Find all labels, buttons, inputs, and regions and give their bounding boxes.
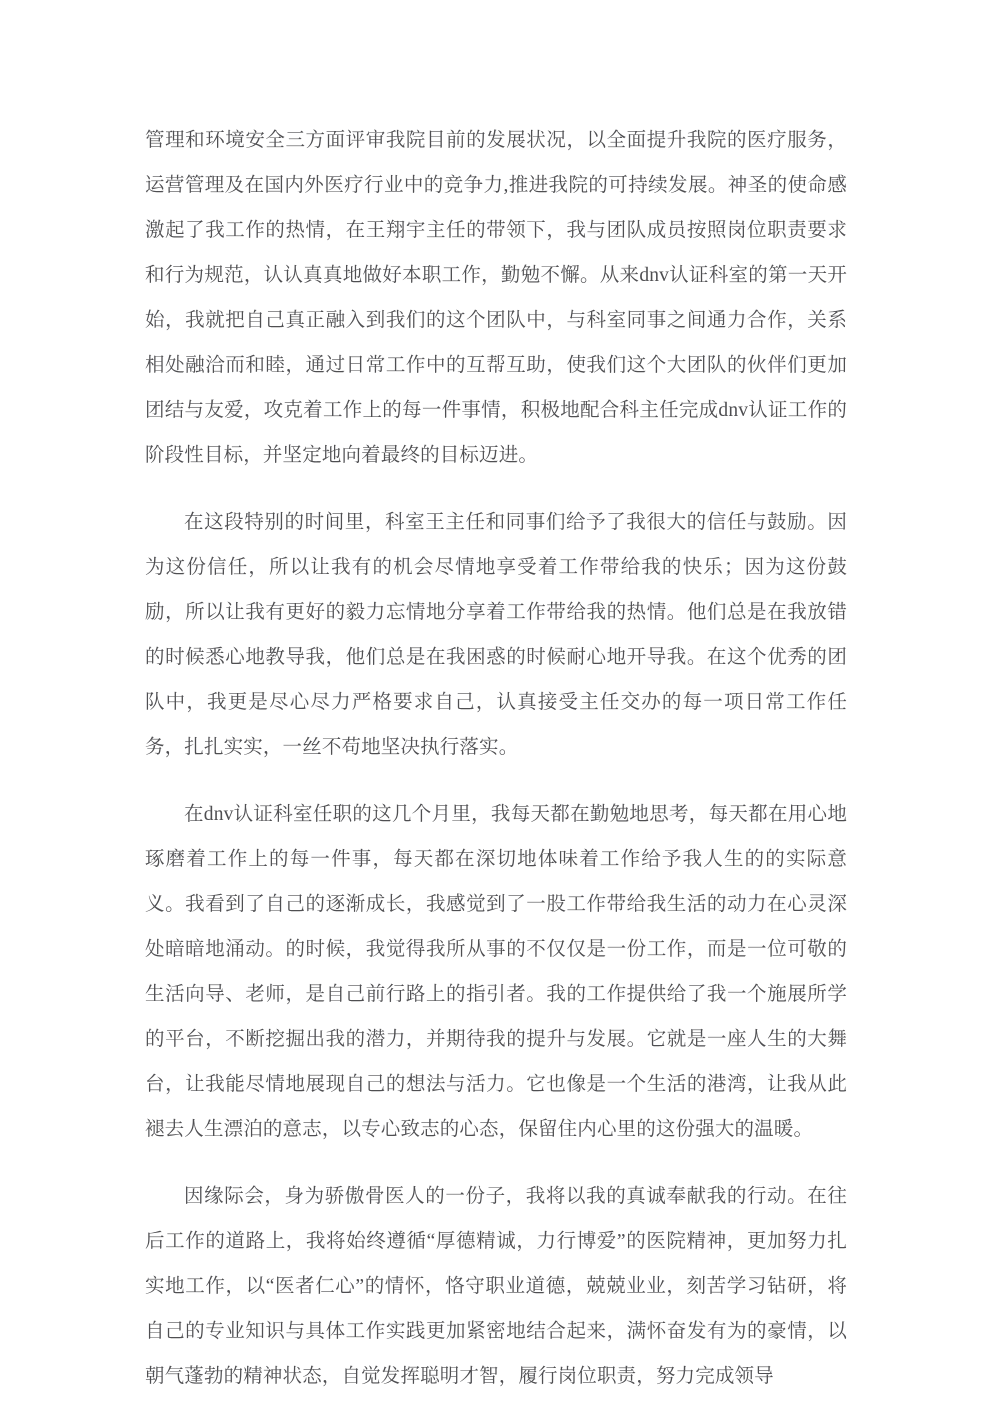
paragraph-months-in-department: 在dnv认证科室任职的这几个月里，我每天都在勤勉地思考，每天都在用心地琢磨着工作上的每一件事，每天都在深切地体味着工作给予我人生的的实际意义。我看到了自己的逐渐成长，我感觉到了一股工作带给我生活的动力在心灵深处暗暗地涌动。的时候，我觉得我所从事的不仅仅是一份工作，而是一位可敬的生活向导、老师，是自己前行路上的指引者。我的工作提供给了我一个施展所学的平台，不断挖掘出我的潜力，并期待我的提升与发展。它就是一座人生的大舞台，让我能尽情地展现自己的想法与活力。它也像是一个生活的港湾，让我从此褪去人生漂泊的意志，以专心致志的心态，保留住内心里的这份强大的温暖。 [145, 804, 847, 1140]
document-body [145, 118, 847, 1399]
paragraph-trust-and-encouragement: 在这段特别的时间里，科室王主任和同事们给予了我很大的信任与鼓励。因为这份信任，所以让我有的机会尽情地享受着工作带给我的快乐；因为这份鼓励，所以让我有更好的毅力忘情地分享着工作带给我的热情。他们总是在我放错的时候悉心地教导我，他们总是在我困惑的时候耐心地开导我。在这个优秀的团队中，我更是尽心尽力严格要求自己，认真接受主任交办的每一项日常工作任务，扎扎实实，一丝不苟地坚决执行落实。 [145, 512, 847, 758]
paragraph-dedication: 因缘际会，身为骄傲骨医人的一份子，我将以我的真诚奉献我的行动。在往后工作的道路上，我将始终遵循“厚德精诚，力行博爱”的医院精神，更加努力扎实地工作，以“医者仁心”的情怀，恪守职业道德，兢兢业业，刻苦学习钻研，将自己的专业知识与具体工作实践更加紧密地结合起来，满怀奋发有为的豪情，以朝气蓬勃的精神状态，自觉发挥聪明才智，履行岗位职责，努力完成领导 [145, 1186, 847, 1387]
paragraph-continuation: 管理和环境安全三方面评审我院目前的发展状况，以全面提升我院的医疗服务，运营管理及在国内外医疗行业中的竞争力,推进我院的可持续发展。神圣的使命感激起了我工作的热情，在王翔宇主任的带领下，我与团队成员按照岗位职责要求和行为规范，认认真真地做好本职工作，勤勉不懈。从来dnv认证科室的第一天开始，我就把自己真正融入到我们的这个团队中，与科室同事之间通力合作，关系相处融洽而和睦，通过日常工作中的互帮互助，使我们这个大团队的伙伴们更加团结与友爱，攻克着工作上的每一件事情，积极地配合科主任完成dnv认证工作的阶段性目标，并坚定地向着最终的目标迈进。 [145, 130, 847, 466]
